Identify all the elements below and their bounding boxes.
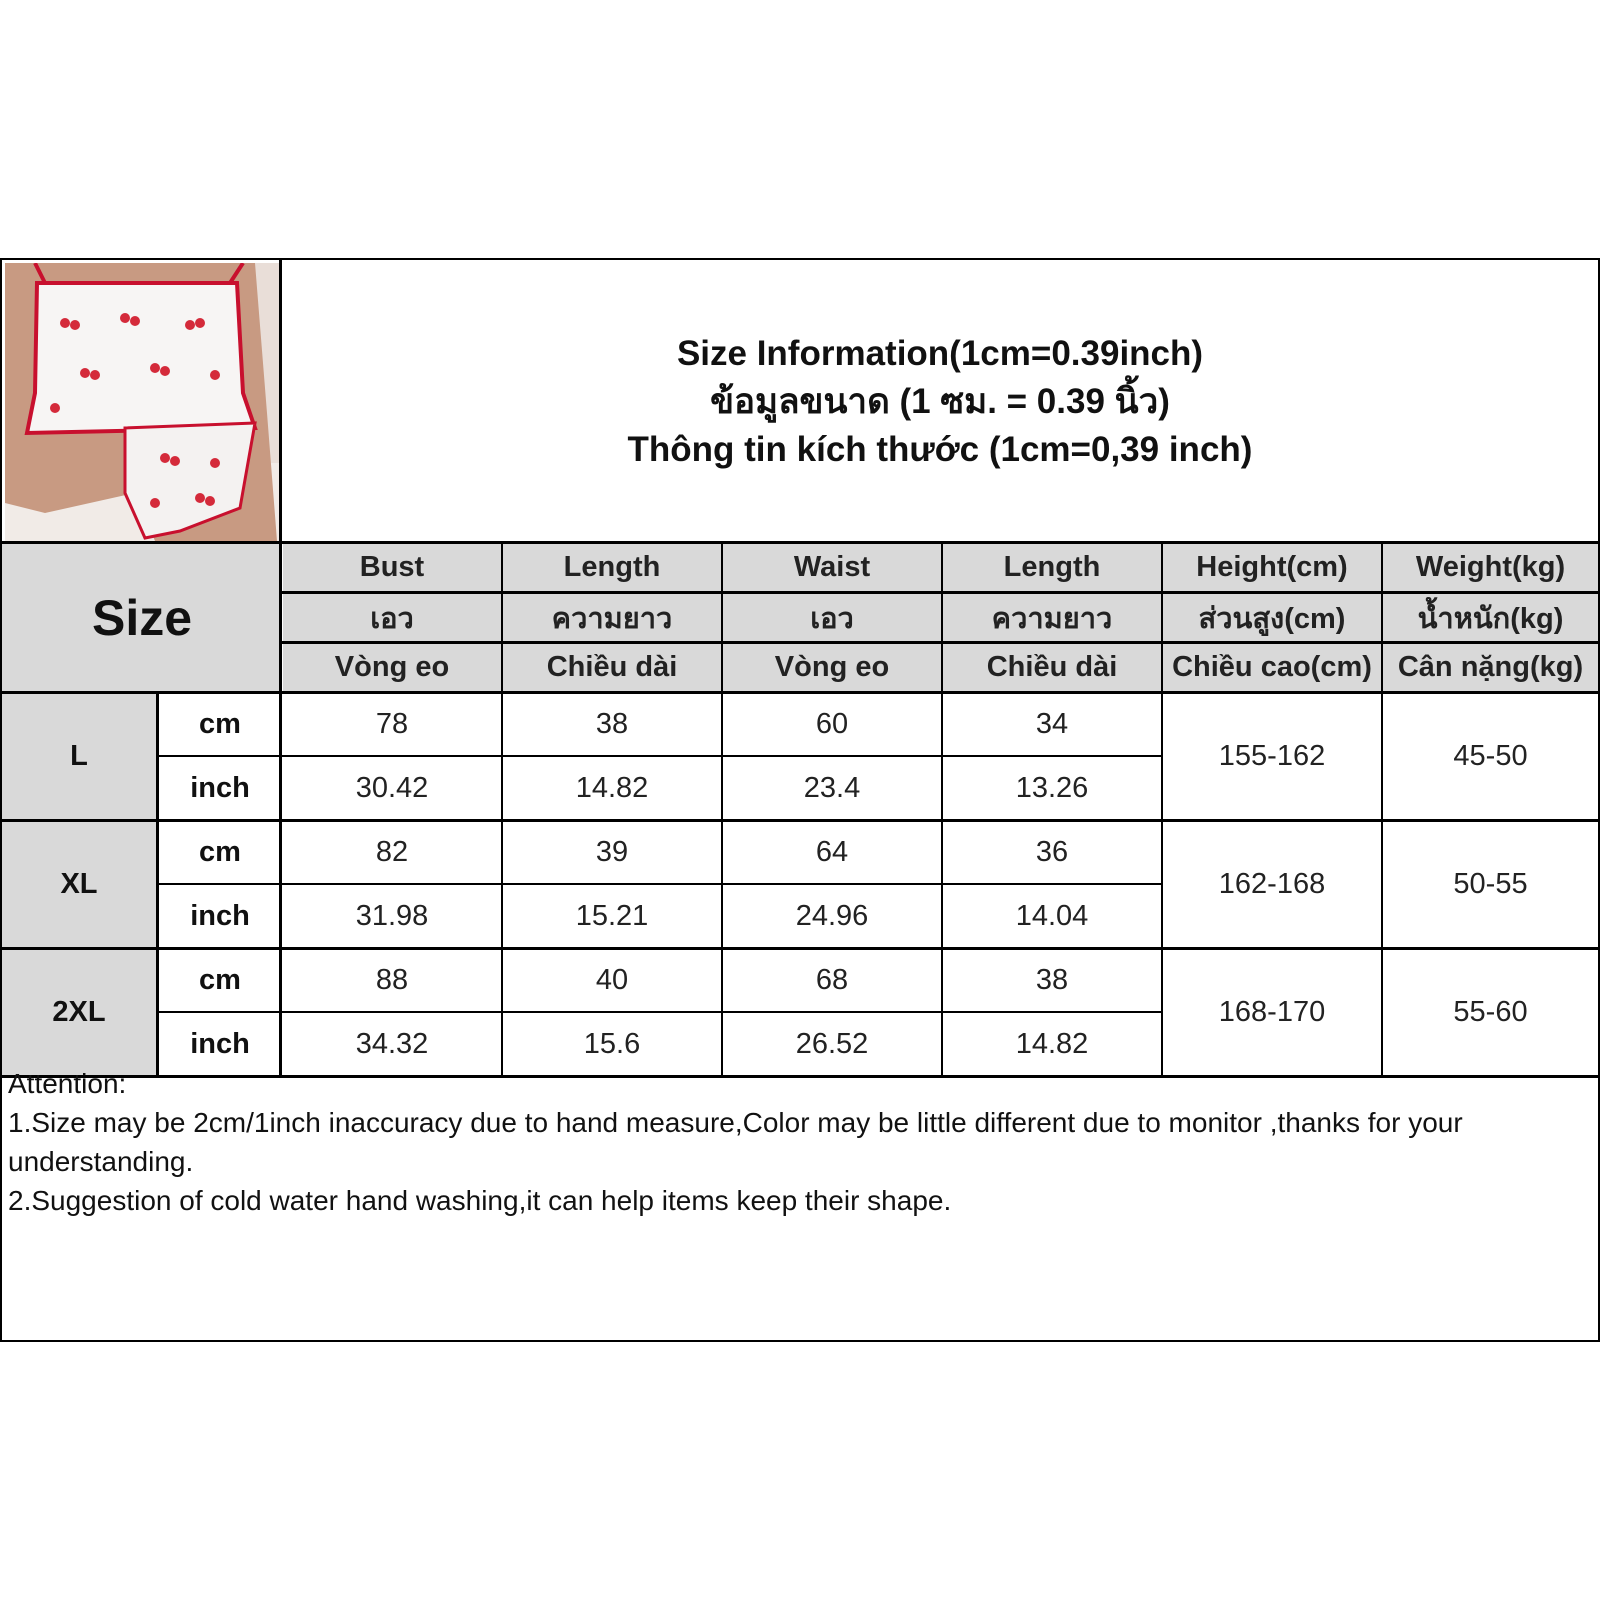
product-photo [5, 263, 279, 541]
xl-length-inch: 15.21 [503, 885, 721, 947]
col-header-length-th: ความยาว [503, 594, 721, 641]
grid-line [282, 591, 1598, 594]
col-header-height-en: Height(cm) [1163, 544, 1381, 591]
unit-cm-2xl: cm [159, 950, 281, 1011]
2xl-length2-cm: 38 [943, 950, 1161, 1011]
xl-bust-inch: 31.98 [283, 885, 501, 947]
size-header-label: Size [91, 589, 193, 646]
attention-notes [8, 1064, 1588, 1220]
note-item-2: 2.Suggestion of cold water hand washing,it can help items keep their shape. [8, 1185, 952, 1216]
l-length2-inch: 13.26 [943, 757, 1161, 819]
l-bust-inch: 30.42 [283, 757, 501, 819]
grid-line [1381, 544, 1383, 1075]
2xl-waist-cm: 68 [723, 950, 941, 1011]
product-photo-image [5, 263, 279, 541]
grid-line [279, 260, 282, 1075]
xl-weight: 50-55 [1383, 822, 1598, 947]
notes-heading: Attention: [8, 1068, 127, 1099]
2xl-waist-inch: 26.52 [723, 1013, 941, 1075]
unit-cm-xl: cm [159, 822, 281, 883]
note-item-1: 1.Size may be 2cm/1inch inaccuracy due to hand measure,Color may be little different due to monitor ,thanks for your understanding. [8, 1107, 1463, 1177]
grid-line [721, 544, 723, 1075]
size-header [2, 544, 282, 691]
xl-height: 162-168 [1163, 822, 1381, 947]
l-weight: 45-50 [1383, 694, 1598, 819]
grid-line [156, 1011, 1163, 1013]
col-header-length2-vi: Chiều dài [943, 644, 1161, 691]
grid-line [1161, 544, 1163, 1075]
l-bust-cm: 78 [283, 694, 501, 755]
unit-inch-xl: inch [159, 885, 281, 947]
l-height: 155-162 [1163, 694, 1381, 819]
2xl-height: 168-170 [1163, 950, 1381, 1075]
2xl-bust-inch: 34.32 [283, 1013, 501, 1075]
grid-line [2, 691, 1598, 694]
size-chart [0, 258, 1600, 1342]
title-vietnamese: Thông tin kích thước (1cm=0,39 inch) [627, 430, 1253, 469]
l-waist-inch: 23.4 [723, 757, 941, 819]
2xl-weight: 55-60 [1383, 950, 1598, 1075]
grid-line [941, 544, 943, 1075]
l-length-cm: 38 [503, 694, 721, 755]
col-header-waist-th: เอว [723, 594, 941, 641]
l-length-inch: 14.82 [503, 757, 721, 819]
l-length2-cm: 34 [943, 694, 1161, 755]
2xl-length-inch: 15.6 [503, 1013, 721, 1075]
col-header-length2-th: ความยาว [943, 594, 1161, 641]
xl-bust-cm: 82 [283, 822, 501, 883]
col-header-weight-en: Weight(kg) [1383, 544, 1598, 591]
grid-line [156, 883, 1163, 885]
xl-length-cm: 39 [503, 822, 721, 883]
2xl-bust-cm: 88 [283, 950, 501, 1011]
col-header-length2-en: Length [943, 544, 1161, 591]
2xl-length-cm: 40 [503, 950, 721, 1011]
size-label-2xl: 2XL [2, 950, 156, 1075]
col-header-length-en: Length [503, 544, 721, 591]
unit-inch-l: inch [159, 757, 281, 819]
size-label-xl: XL [2, 822, 156, 947]
col-header-bust-en: Bust [283, 544, 501, 591]
2xl-length2-inch: 14.82 [943, 1013, 1161, 1075]
xl-waist-cm: 64 [723, 822, 941, 883]
grid-line [501, 544, 503, 1075]
col-header-length-vi: Chiều dài [503, 644, 721, 691]
title-english: Size Information(1cm=0.39inch) [676, 334, 1204, 373]
col-header-bust-vi: Vòng eo [283, 644, 501, 691]
title-thai: ข้อมูลขนาด (1 ซม. = 0.39 นิ้ว) [710, 382, 1170, 421]
grid-line [2, 819, 1598, 822]
col-header-height-th: ส่วนสูง(cm) [1163, 594, 1381, 641]
title-block [282, 263, 1598, 541]
size-label-l: L [2, 694, 156, 819]
unit-cm-l: cm [159, 694, 281, 755]
l-waist-cm: 60 [723, 694, 941, 755]
grid-line [282, 641, 1598, 644]
unit-inch-2xl: inch [159, 1013, 281, 1075]
xl-length2-inch: 14.04 [943, 885, 1161, 947]
col-header-waist-vi: Vòng eo [723, 644, 941, 691]
col-header-weight-vi: Cân nặng(kg) [1383, 644, 1598, 691]
grid-line [156, 694, 159, 1075]
col-header-waist-en: Waist [723, 544, 941, 591]
grid-line [156, 755, 1163, 757]
grid-line [2, 947, 1598, 950]
grid-line [2, 541, 1598, 544]
xl-waist-inch: 24.96 [723, 885, 941, 947]
xl-length2-cm: 36 [943, 822, 1161, 883]
col-header-height-vi: Chiều cao(cm) [1163, 644, 1381, 691]
col-header-weight-th: น้ำหนัก(kg) [1383, 594, 1598, 641]
col-header-bust-th: เอว [283, 594, 501, 641]
